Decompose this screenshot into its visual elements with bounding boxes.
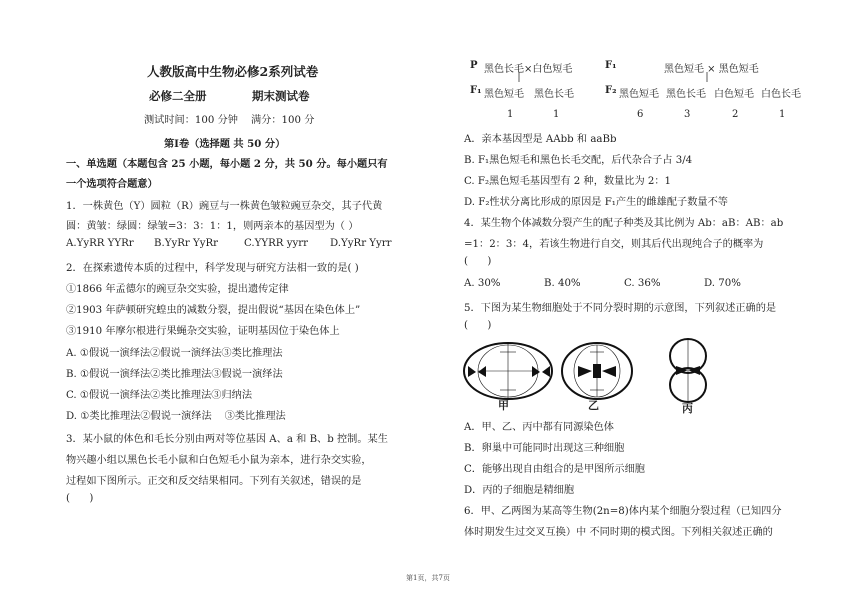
q4-stem-line1: 4．某生物个体减数分裂产生的配子种类及其比例为 Ab：aB：AB：ab [464, 218, 784, 229]
cross-f2-label-1: 黑色短毛 [619, 89, 659, 100]
q3-option-a: A．亲本基因型是 AAbb 和 aaBb [464, 134, 617, 145]
q1-option-a: A.YyRR YYRr [66, 238, 134, 249]
cross-label-f1-b: F₁ [605, 60, 617, 71]
cross-label-f1: F₁ [470, 85, 482, 96]
cross-f2-label-3: 白色短毛 [714, 89, 754, 100]
q3-option-d: D. F₂性状分离比形成的原因是 F₁产生的雌雄配子数量不等 [464, 197, 728, 208]
cross-f1-offspring-a: 黑色短毛 [484, 89, 524, 100]
section-heading-line1: 一、单选题（本题包含 25 小题，每小题 2 分，共 50 分。每小题只有 [66, 158, 388, 170]
q5-option-b: B．卵巢中可能同时出现这三种细胞 [464, 443, 625, 454]
q5-stem-line1: 5．下图为某生物细胞处于不同分裂时期的示意图，下列叙述正确的是 [464, 303, 777, 314]
q2-item-1: ①1866 年孟德尔的豌豆杂交实验，提出遗传定律 [66, 284, 289, 295]
part-one-heading: 第Ⅰ卷（选择题 共 50 分） [164, 138, 286, 150]
q2-option-b: B. ①假说一演绎法②类比推理法③假说一演绎法 [66, 369, 283, 380]
q4-stem-line3: ( ) [464, 256, 492, 267]
q2-option-c: C. ①假说一演绎法②类比推理法③归纳法 [66, 390, 253, 401]
q1-stem-line2: 圆：黄皱：绿圆：绿皱=3：3：1：1，则两亲本的基因型为（ ） [66, 221, 359, 232]
q6-stem-line2: 体时期发生过交叉互换）中 不同时期的模式图。下列相关叙述正确的 [464, 527, 773, 538]
cross-left-ratio-2: 1 [553, 109, 560, 120]
cell-yi-chromosomes [578, 364, 616, 378]
cross-f2-label-2: 黑色长毛 [666, 89, 706, 100]
cross-f1-offspring-b: 黑色长毛 [534, 89, 574, 100]
page-footer: 第1页，共7页 [406, 574, 450, 582]
cross-f2-ratio-1: 6 [637, 109, 644, 120]
cell-jia [464, 343, 552, 399]
cross-f2-label-4: 白色长毛 [761, 89, 801, 100]
cross-f1-selfcross: 黑色短毛 × 黑色短毛 [664, 64, 759, 75]
q4-stem-line2: =1：2：3：4，若该生物进行自交，则其后代出现纯合子的概率为 [464, 239, 764, 250]
cross-f2-ratio-4: 1 [779, 109, 786, 120]
cell-label-bing: 丙 [682, 402, 693, 415]
q3-stem-line4: ( ) [66, 493, 94, 504]
q1-option-b: B.YyRr YyRr [154, 238, 219, 249]
q2-item-2: ②1903 年萨顿研究蝗虫的减数分裂，提出假说“基因在染色体上” [66, 305, 361, 316]
q4-option-c: C. 36% [624, 278, 661, 289]
cross-f2-ratio-3: 2 [732, 109, 739, 120]
exam-subtitle-scope: 必修二全册 [149, 89, 207, 103]
section-heading-line2: 一个选项符合题意） [66, 178, 158, 190]
q2-stem-line1: 2．在探索遗传本质的过程中，科学发现与研究方法相一致的是( ) [66, 263, 359, 274]
q5-option-a: A．甲、乙、丙中都有同源染色体 [464, 422, 614, 433]
q5-option-c: C．能够出现自由组合的是甲图所示细胞 [464, 464, 645, 475]
cell-label-yi: 乙 [588, 399, 599, 412]
q4-option-b: B. 40% [544, 278, 581, 289]
q3-option-b: B. F₁黑色短毛和黑色长毛交配，后代杂合子占 3/4 [464, 155, 693, 166]
q3-stem-line1: 3．某小鼠的体色和毛长分别由两对等位基因 A、a 和 B、b 控制。某生 [66, 434, 388, 445]
exam-info: 测试时间：100 分钟 满分：100 分 [144, 115, 315, 126]
q2-item-3: ③1910 年摩尔根进行果蝇杂交实验，证明基因位于染色体上 [66, 326, 340, 337]
q5-option-d: D．丙的子细胞是精细胞 [464, 485, 575, 496]
q5-stem-line2: ( ) [464, 320, 492, 331]
q3-option-c: C. F₂黑色短毛基因型有 2 种，数量比为 2：1 [464, 176, 672, 187]
q1-stem-line1: 1．一株黄色（Y）圆粒（R）豌豆与一株黄色皱粒豌豆杂交，其子代黄 [66, 201, 383, 212]
q2-option-d: D. ①类比推理法②假说一演绎法 ③类比推理法 [66, 411, 286, 422]
cross-label-p: P [470, 60, 478, 71]
q4-option-a: A. 30% [464, 278, 501, 289]
exam-subtitle-type: 期末测试卷 [252, 89, 310, 103]
cross-parents: 黑色长毛×白色短毛 [484, 64, 573, 75]
cross-f2-ratio-2: 3 [684, 109, 691, 120]
q1-option-d: D.YyRr Yyrr [330, 238, 392, 249]
cross-left-ratio-1: 1 [507, 109, 514, 120]
exam-title: 人教版高中生物必修2系列试卷 [147, 64, 319, 79]
q2-option-a: A. ①假说一演绎法②假说一演绎法③类比推理法 [66, 348, 283, 359]
q3-stem-line2: 物兴趣小组以黑色长毛小鼠和白色短毛小鼠为亲本，进行杂交实验， [66, 455, 372, 466]
q6-stem-line1: 6．甲、乙两图为某高等生物(2n=8)体内某个细胞分裂过程（已知四分 [464, 506, 782, 517]
q1-option-c: C.YYRR yyrr [244, 238, 308, 249]
q3-stem-line3: 过程如下图所示。正交和反交结果相同。下列有关叙述，错误的是 [66, 476, 362, 487]
cell-label-jia: 甲 [498, 399, 509, 412]
q4-option-d: D. 70% [704, 278, 741, 289]
cross-label-f2: F₂ [605, 85, 617, 96]
